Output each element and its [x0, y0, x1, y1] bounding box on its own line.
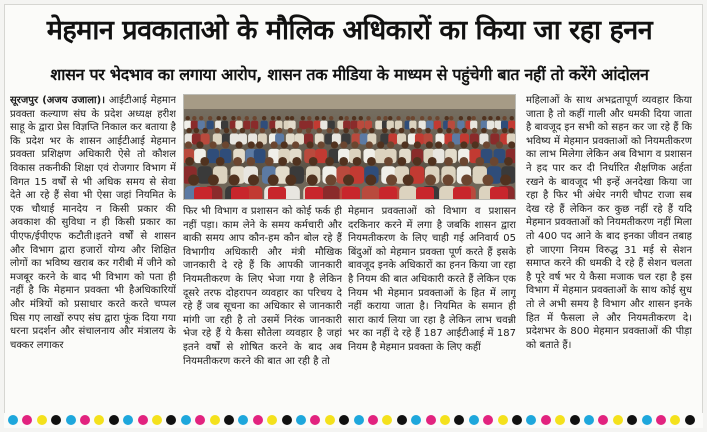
registration-dot: [310, 415, 320, 425]
registration-dot: [51, 415, 61, 425]
subheadline: शासन पर भेदभाव का लगाया आरोप, शासन तक मीडिया के माध्यम से पहुंचेगी बात नहीं तो करेंगे आंदोलन: [50, 65, 649, 84]
article-column-1: [10, 94, 176, 388]
registration-dot: [195, 415, 205, 425]
registration-dot: [440, 415, 450, 425]
article-column-2: फिर भी विभाग व प्रशासन को कोई फर्क ही नहीं पड़ा। काम लेने के समय कर्मचारी और बाकी समय आप कौन-हम कौन बोल रहे हैं विभागीय अधिकारी और मंत्री मौखिक जानकारी दे रहे हैं कि आपकी जानकारी नियमतीकरण के लिए भेजा गया है लेकिन दूसरे तरफ दोहरापन व्यवहार का परिचय दे रहे हैं जब सूचना का अधिकार से जानकारी मांगी जा रही है तो उसमें निरंक जानकारी भेज रहे हैं ये कैसा सौतेला व्यवहार है जहां इतने वर्षों से शोषित करने के बाद अब नियमतीकरण करने की बात आ रही है तो: [183, 206, 342, 367]
registration-dot: [339, 415, 349, 425]
dateline: सूरजपुर (अजय उजाला)।: [10, 95, 105, 106]
registration-dot: [411, 415, 421, 425]
registration-dot: [526, 415, 536, 425]
audience-photo-image: [184, 95, 516, 200]
registration-dot: [152, 415, 162, 425]
registration-dot: [94, 415, 104, 425]
registration-dot: [368, 415, 378, 425]
registration-dot: [426, 415, 436, 425]
registration-dot: [627, 415, 637, 425]
registration-dot: [685, 415, 695, 425]
registration-dot: [224, 415, 234, 425]
registration-dot: [253, 415, 263, 425]
column-1-text: आईटीआई मेहमान प्रवक्ता कल्याण संघ के प्रदेश अध्यक्ष हरीश साहू के द्वारा प्रेस विज्ञप्ति निकाल कर बताया है कि प्रदेश भर के शासन आईटीआई मेहमान प्रवक्ता प्रशिक्षण अधिकारी ऐसे तो कौशल विकास तकनीकी शिक्षा एवं रोजगार विभाग में विगत 15 वर्षों से भी अधिक समय से सेवा देते आ रहे हैं सेवा भी ऐसा जहां नियमित के एक चौथाई मानदेय न किसी प्रकार की अवकाश की सुविधा न ही किसी प्रकार का पीएफ/ईपीएफ कटौती।इतने वर्षों से शासन और विभाग द्वारा हजारों योग्य और शिक्षित लोगों का भविष्य खराब कर गरीबी में जीने को मजबूर करने के बाद भी विभाग को पता ही नहीं है कि मेहमान प्रवक्ता भी हैअधिकारियों और मंत्रियों को प्रसाधार करते करते चप्पल घिस गए लाखों रुपए संघ द्वारा फूंक दिया गया धरना प्रदर्शन और संचालनाय और मंत्रालय के चक्कर लगाकर: [10, 95, 176, 351]
registration-dot: [469, 415, 479, 425]
registration-dot: [267, 415, 277, 425]
registration-dot: [123, 415, 133, 425]
registration-dot: [282, 415, 292, 425]
registration-dot: [613, 415, 623, 425]
registration-dot: [354, 415, 364, 425]
registration-dot: [66, 415, 76, 425]
registration-dot: [584, 415, 594, 425]
article-column-4: महिलाओं के साथ अभद्रतापूर्ण व्यवहार किया जाता है तो कहीं गाली और धमकी दिया जाता है बावजूद इन सभी को सहन कर जा रहे हैं कि भविष्य में मेहमान प्रवक्ताओं को नियमतीकरण का लाभ मिलेगा लेकिन अब विभाग व प्रशासन ने हद पार कर दी निर्धारित शैक्षणिक अर्हता रखने के बावजूद भी इन्हें अनदेखा किया जा रहा है फिर भी अंधेर नगरी चौपट राजा सब देख रहे हैं लेकिन कर कुछ नहीं रहे हैं यदि मेहमान प्रवक्ताओं को नियमतीकरण नहीं मिला तो 400 पद आने के बाद इनका जीवन तबाह हो जाएगा नियम विरुद्ध 31 मई से सेशन समाप्त करने की धमकी दे रहे हैं सेशन चलता है पूरे वर्ष भर ये कैसा मजाक चल रहा है इस विभाग में मेहमान प्रवक्ताओं के साथ कोई सुध तो ले अभी समय है विभाग और शासन इनके हित में फैसला ले और नियमतीकरण दे। प्रदेशभर के 800 मेहमान प्रवक्ताओं की पीड़ा को बताते हैं।: [526, 95, 692, 351]
article-column-3: मेहमान प्रवक्ताओं को विभाग व प्रशासन दरकिनार करने में लगा है जबकि शासन द्वारा नियमतीकरण के लिए चाही गई अनिवार्य 05 बिंदुओं को मेहमान प्रवक्ता पूर्ण करते हैं इसके बावजूद इनके अधिकारों का हनन किया जा रहा है नियम की बात अधिकारी करते हैं लेकिन एक नियम भी मेहमान प्रवक्ताओं के हित में लागू नहीं कराया जाता है। नियमित के समान ही सारा कार्य लिया जा रहा है लेकिन लाभ चवन्नी भर का नहीं दे रहे हैं 187 आईटीआई में 187 नियम है मेहमान प्रवक्ता के लिए कहीं: [348, 206, 516, 353]
registration-dot: [8, 415, 18, 425]
registration-dot: [325, 415, 335, 425]
registration-dot: [483, 415, 493, 425]
registration-dot: [166, 415, 176, 425]
registration-dot: [642, 415, 652, 425]
registration-dot: [598, 415, 608, 425]
registration-dot: [22, 415, 32, 425]
registration-dot: [512, 415, 522, 425]
registration-dot: [138, 415, 148, 425]
headline: मेहमान प्रवकाताओ के मौलिक अधिकारों का किया जा रहा हनन: [46, 15, 653, 46]
registration-dot: [555, 415, 565, 425]
registration-dot: [656, 415, 666, 425]
registration-dot: [181, 415, 191, 425]
registration-dot: [670, 415, 680, 425]
meeting-audience-photo: [183, 94, 516, 200]
registration-dot: [498, 415, 508, 425]
registration-dot: [37, 415, 47, 425]
registration-dot: [109, 415, 119, 425]
registration-dot: [541, 415, 551, 425]
registration-dot: [238, 415, 248, 425]
registration-dot: [397, 415, 407, 425]
registration-dot: [296, 415, 306, 425]
registration-dot: [210, 415, 220, 425]
registration-dot: [570, 415, 580, 425]
registration-dot: [382, 415, 392, 425]
print-registration-marks: [4, 413, 703, 428]
registration-dot: [80, 415, 90, 425]
registration-dot: [454, 415, 464, 425]
